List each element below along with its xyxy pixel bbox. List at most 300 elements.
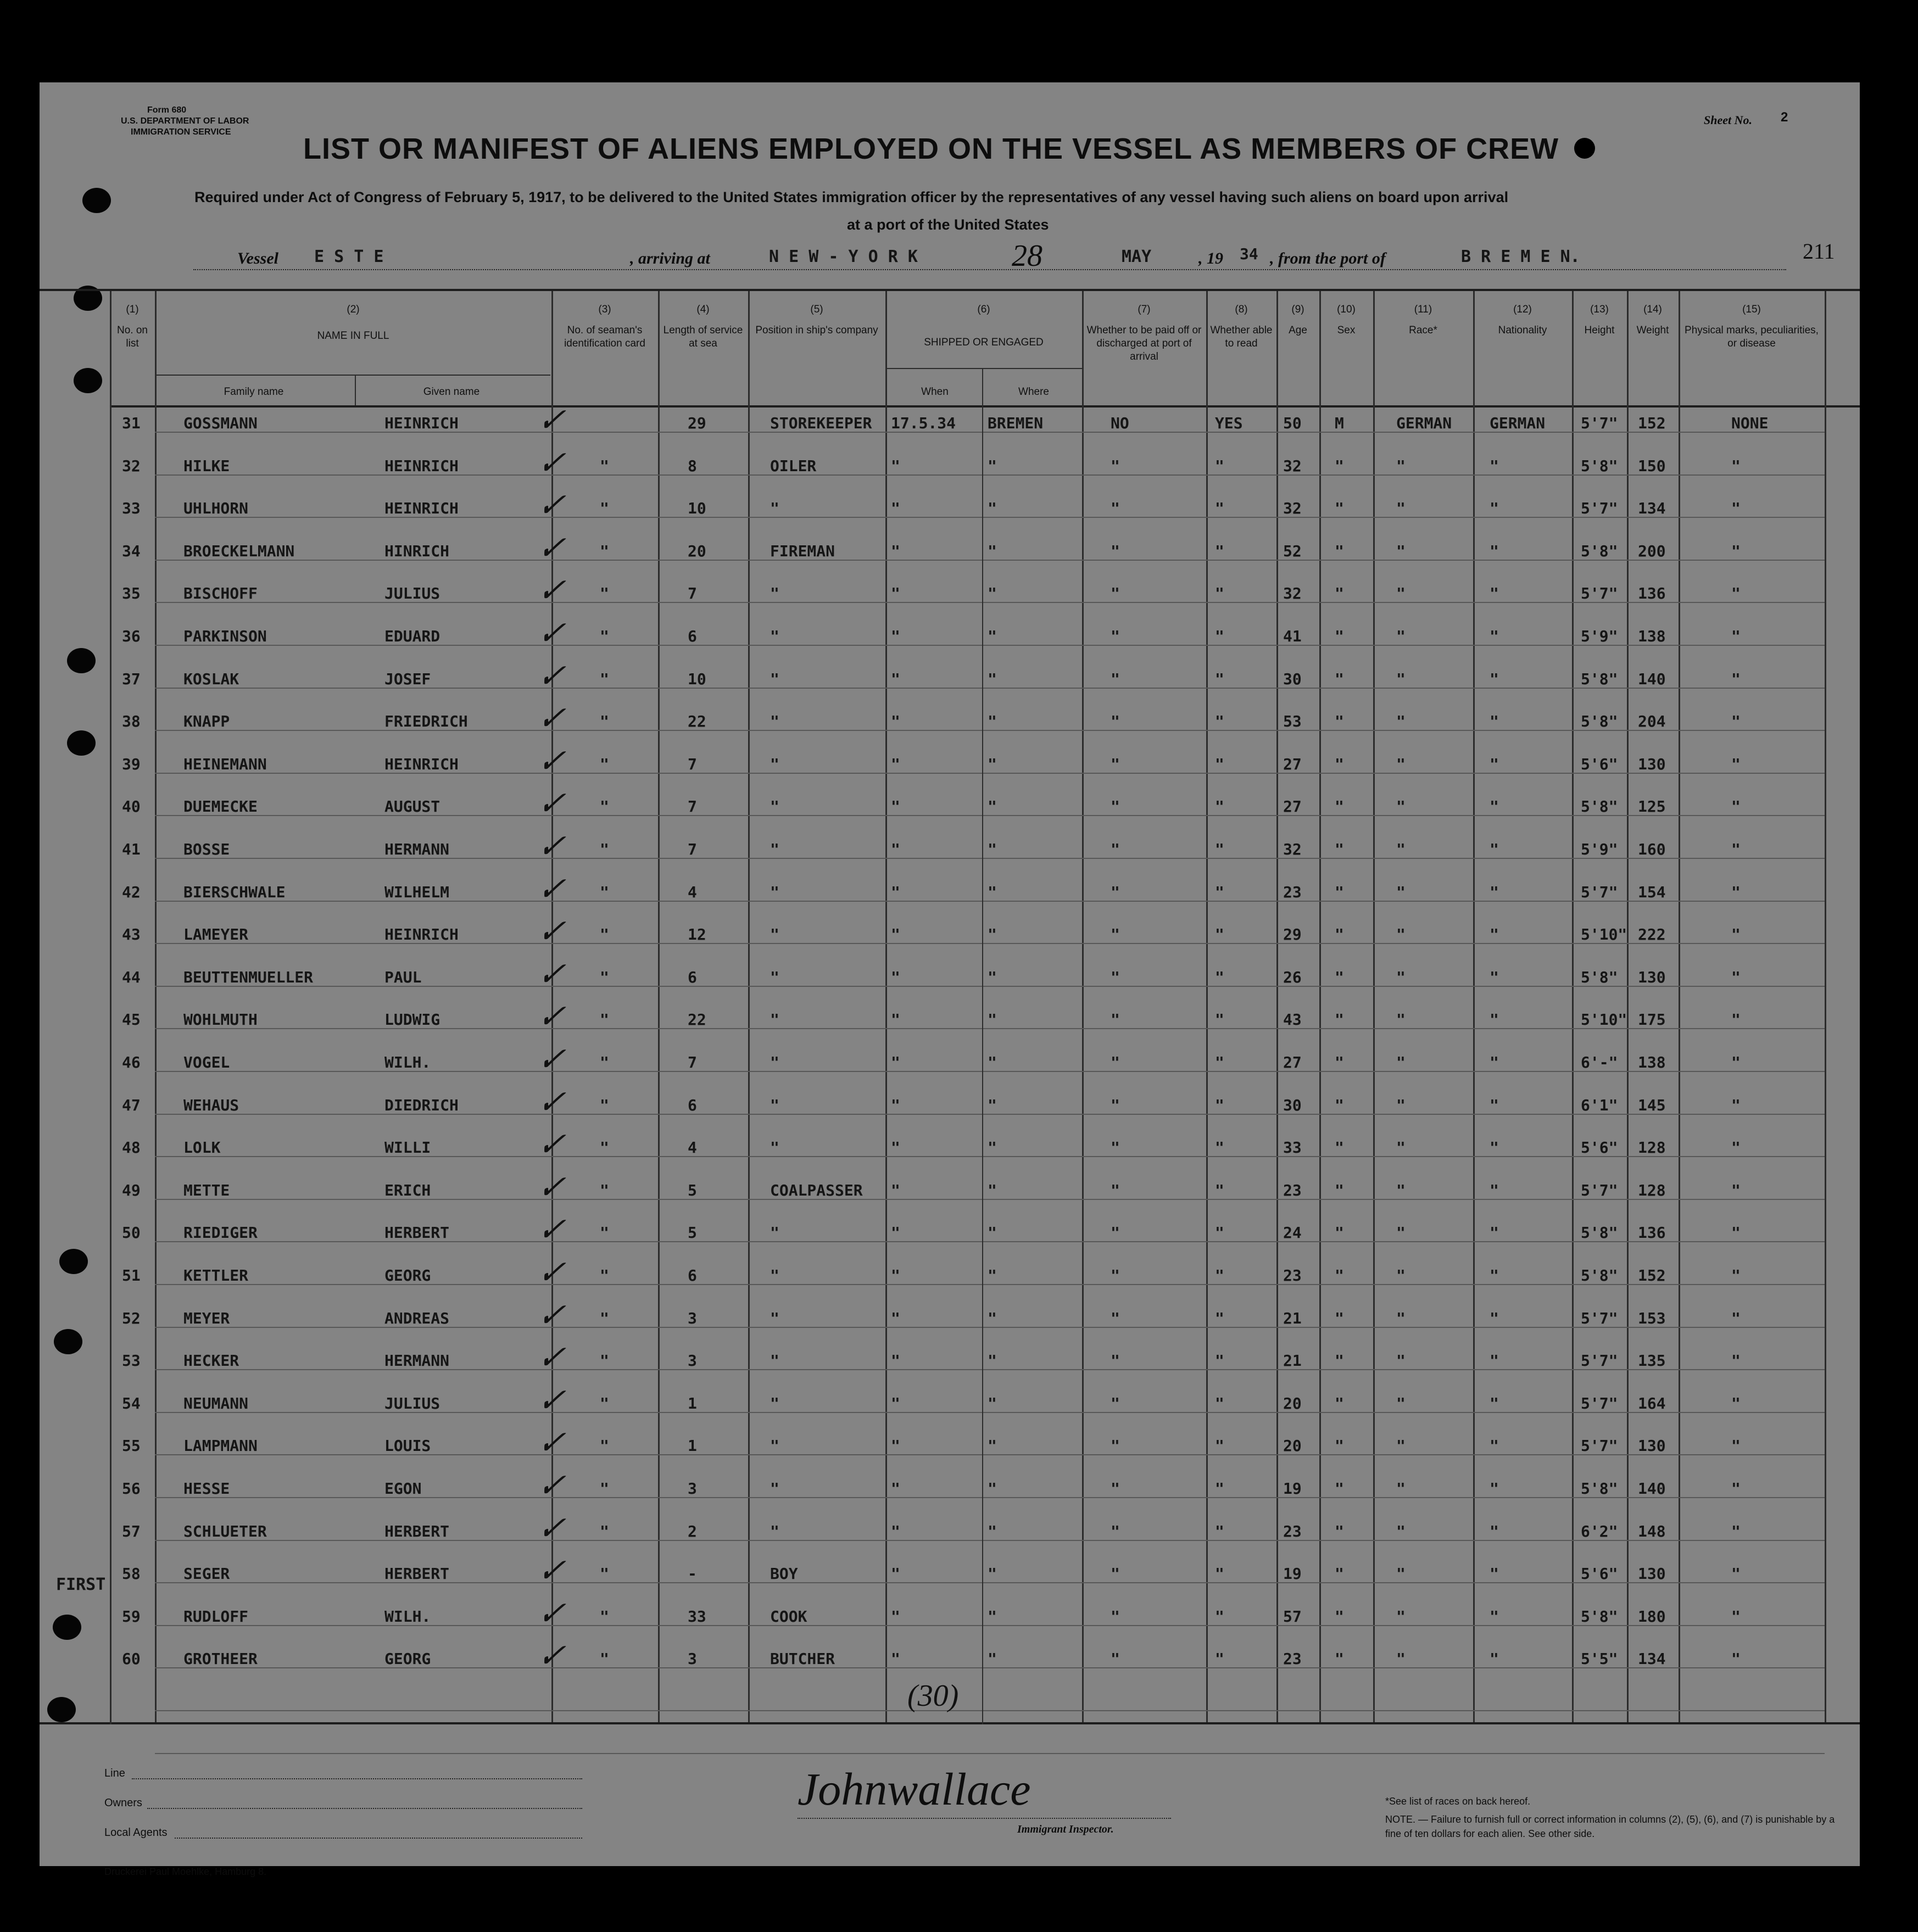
cell-race: " xyxy=(1396,1394,1406,1412)
cell-nat: " xyxy=(1490,1224,1499,1242)
cell-height: 5'7" xyxy=(1581,1181,1618,1199)
vessel-line xyxy=(193,239,1786,273)
cell-where: " xyxy=(988,1224,997,1242)
cell-age: 50 xyxy=(1283,414,1302,432)
cell-service: 22 xyxy=(688,712,706,731)
footer-owners-field xyxy=(147,1808,582,1809)
cell-nat: " xyxy=(1490,456,1499,475)
cell-read: YES xyxy=(1215,414,1243,432)
cell-height: 6'1" xyxy=(1581,1096,1618,1114)
cell-nat: " xyxy=(1490,1266,1499,1285)
cell-age: 43 xyxy=(1283,1010,1302,1029)
cell-card: " xyxy=(600,1224,609,1242)
cell-given: HERBERT xyxy=(384,1224,450,1242)
cell-paid: " xyxy=(1111,1522,1120,1540)
cell-when: " xyxy=(891,712,900,731)
cell-when: " xyxy=(891,925,900,944)
cell-race: " xyxy=(1396,499,1406,518)
cell-marks: " xyxy=(1731,1010,1741,1029)
cell-race: " xyxy=(1396,883,1406,901)
cell-family: BROECKELMANN xyxy=(183,541,295,560)
cell-nat: " xyxy=(1490,925,1499,944)
cell-height: 6'-" xyxy=(1581,1053,1618,1071)
cell-marks: " xyxy=(1731,627,1741,645)
arrival-day: 28 xyxy=(1012,239,1042,273)
cell-weight: 160 xyxy=(1638,840,1666,858)
cell-read: " xyxy=(1215,499,1224,518)
cell-when: " xyxy=(891,669,900,688)
cell-paid: " xyxy=(1111,1309,1120,1327)
column-number: (13) xyxy=(1590,304,1609,315)
arrival-month: MAY xyxy=(1122,247,1152,266)
cell-where: " xyxy=(988,797,997,816)
cell-no: 53 xyxy=(122,1352,141,1370)
cell-race: " xyxy=(1396,584,1406,603)
cell-service: 7 xyxy=(688,840,697,858)
cell-position: " xyxy=(770,499,779,518)
cell-service: 6 xyxy=(688,627,697,645)
cell-sex: " xyxy=(1335,1309,1344,1327)
cell-service: 10 xyxy=(688,499,706,518)
cell-read: " xyxy=(1215,1607,1224,1626)
shipped-subhead-divider xyxy=(885,368,1082,369)
cell-paid: " xyxy=(1111,1394,1120,1412)
cell-where: " xyxy=(988,925,997,944)
cell-when: " xyxy=(891,1522,900,1540)
cell-position: " xyxy=(770,1479,779,1498)
cell-when: " xyxy=(891,1053,900,1071)
row-rule xyxy=(155,1710,1825,1711)
cell-weight: 152 xyxy=(1638,1266,1666,1285)
cell-height: 5'8" xyxy=(1581,669,1618,688)
manifest-sheet xyxy=(40,82,1860,1877)
cell-age: 27 xyxy=(1283,1053,1302,1071)
cell-race: " xyxy=(1396,1224,1406,1242)
cell-when: " xyxy=(891,755,900,773)
cell-service: 29 xyxy=(688,414,706,432)
checkmark-icon: ✓ xyxy=(533,614,576,652)
cell-paid: " xyxy=(1111,1181,1120,1199)
cell-service: 7 xyxy=(688,797,697,816)
cell-height: 5'8" xyxy=(1581,968,1618,986)
cell-age: 57 xyxy=(1283,1607,1302,1626)
cell-weight: 136 xyxy=(1638,584,1666,603)
cell-no: 38 xyxy=(122,712,141,731)
cell-weight: 145 xyxy=(1638,1096,1666,1114)
cell-weight: 134 xyxy=(1638,1650,1666,1668)
cell-read: " xyxy=(1215,1437,1224,1455)
cell-service: 1 xyxy=(688,1394,697,1412)
checkmark-icon: ✓ xyxy=(533,1551,576,1590)
cell-position: COOK xyxy=(770,1607,807,1626)
cell-given: HINRICH xyxy=(384,541,450,560)
column-number: (5) xyxy=(810,304,823,315)
inspector-signature-line xyxy=(798,1818,1171,1819)
cell-weight: 154 xyxy=(1638,883,1666,901)
footer-agents-label: Local Agents xyxy=(104,1827,168,1839)
cell-nat: " xyxy=(1490,1565,1499,1583)
cell-card: " xyxy=(600,840,609,858)
cell-position: " xyxy=(770,797,779,816)
cell-race: " xyxy=(1396,840,1406,858)
cell-height: 5'8" xyxy=(1581,1607,1618,1626)
cell-marks: " xyxy=(1731,1138,1741,1157)
cell-no: 51 xyxy=(122,1266,141,1285)
cell-sex: " xyxy=(1335,1650,1344,1668)
cell-when: 17.5.34 xyxy=(891,414,956,432)
inspector-label: Immigrant Inspector. xyxy=(1017,1823,1114,1835)
cell-where: " xyxy=(988,755,997,773)
cell-where: " xyxy=(988,840,997,858)
cell-nat: " xyxy=(1490,499,1499,518)
cell-position: BUTCHER xyxy=(770,1650,835,1668)
cell-given: HEINRICH xyxy=(384,499,459,518)
cell-service: 1 xyxy=(688,1437,697,1455)
cell-position: " xyxy=(770,840,779,858)
cell-paid: " xyxy=(1111,840,1120,858)
checkmark-icon: ✓ xyxy=(533,1423,576,1462)
cell-when: " xyxy=(891,1565,900,1583)
cell-height: 5'7" xyxy=(1581,1352,1618,1370)
cell-age: 29 xyxy=(1283,925,1302,944)
cell-family: WOHLMUTH xyxy=(183,1010,258,1029)
cell-height: 5'6" xyxy=(1581,1565,1618,1583)
cell-weight: 153 xyxy=(1638,1309,1666,1327)
cell-sex: " xyxy=(1335,1352,1344,1370)
cell-marks: " xyxy=(1731,669,1741,688)
cell-family: RUDLOFF xyxy=(183,1607,249,1626)
cell-card: " xyxy=(600,1266,609,1285)
cell-marks: " xyxy=(1731,797,1741,816)
cell-where: " xyxy=(988,1053,997,1071)
cell-card: " xyxy=(600,1053,609,1071)
column-label: NAME IN FULL xyxy=(317,330,389,342)
cell-when: " xyxy=(891,1010,900,1029)
arrival-port: N E W - Y O R K xyxy=(769,247,918,266)
cell-service: 33 xyxy=(688,1607,706,1626)
cell-race: " xyxy=(1396,968,1406,986)
cell-height: 5'5" xyxy=(1581,1650,1618,1668)
checkmark-icon: ✓ xyxy=(533,1466,576,1505)
cell-service: 7 xyxy=(688,755,697,773)
cell-where: " xyxy=(988,1437,997,1455)
cell-read: " xyxy=(1215,755,1224,773)
cell-marks: " xyxy=(1731,1522,1741,1540)
cell-when: " xyxy=(891,1138,900,1157)
cell-marks: " xyxy=(1731,712,1741,731)
cell-weight: 135 xyxy=(1638,1352,1666,1370)
cell-read: " xyxy=(1215,712,1224,731)
cell-no: 36 xyxy=(122,627,141,645)
column-label: Whether to be paid off or discharged at port of arrival xyxy=(1086,325,1202,362)
cell-sex: " xyxy=(1335,1138,1344,1157)
cell-marks: " xyxy=(1731,1181,1741,1199)
cell-read: " xyxy=(1215,883,1224,901)
cell-where: " xyxy=(988,499,997,518)
cell-nat: " xyxy=(1490,1437,1499,1455)
table-row xyxy=(40,699,1860,752)
cell-read: " xyxy=(1215,1522,1224,1540)
cell-race: GERMAN xyxy=(1396,414,1452,432)
cell-service: 4 xyxy=(688,883,697,901)
cell-paid: " xyxy=(1111,456,1120,475)
cell-race: " xyxy=(1396,669,1406,688)
cell-age: 32 xyxy=(1283,840,1302,858)
cell-sex: " xyxy=(1335,797,1344,816)
printer-credit: Druckerei Paul Moehlke, Hamburg 8. xyxy=(104,1866,267,1877)
cell-age: 23 xyxy=(1283,1266,1302,1285)
cell-card: " xyxy=(600,1309,609,1327)
table-row xyxy=(40,443,1860,496)
cell-card: " xyxy=(600,1394,609,1412)
checkmark-icon: ✓ xyxy=(533,741,576,780)
cell-race: " xyxy=(1396,1138,1406,1157)
cell-when: " xyxy=(891,627,900,645)
department-name: U.S. DEPARTMENT OF LABOR xyxy=(121,116,249,126)
cell-no: 56 xyxy=(122,1479,141,1498)
cell-card: " xyxy=(600,1437,609,1455)
table-row xyxy=(40,1040,1860,1093)
cell-no: 44 xyxy=(122,968,141,986)
cell-paid: " xyxy=(1111,1266,1120,1285)
table-row xyxy=(40,912,1860,965)
cell-age: 27 xyxy=(1283,797,1302,816)
cell-position: " xyxy=(770,1096,779,1114)
cell-height: 5'8" xyxy=(1581,1266,1618,1285)
checkmark-icon: ✓ xyxy=(533,486,576,525)
column-label: Whether able to read xyxy=(1210,325,1273,349)
checkmark-icon: ✓ xyxy=(533,1296,576,1334)
cell-height: 5'8" xyxy=(1581,1224,1618,1242)
table-row xyxy=(40,1296,1860,1349)
cell-paid: " xyxy=(1111,499,1120,518)
cell-no: 48 xyxy=(122,1138,141,1157)
cell-marks: " xyxy=(1731,1607,1741,1626)
table-row xyxy=(40,954,1860,1008)
cell-given: EDUARD xyxy=(384,627,441,645)
cell-race: " xyxy=(1396,1437,1406,1455)
cell-weight: 180 xyxy=(1638,1607,1666,1626)
cell-when: " xyxy=(891,1479,900,1498)
cell-paid: " xyxy=(1111,1437,1120,1455)
cell-family: BEUTTENMUELLER xyxy=(183,968,314,986)
page-title-text: LIST OR MANIFEST OF ALIENS EMPLOYED ON THE VESSEL AS MEMBERS OF CREW xyxy=(303,132,1559,165)
cell-race: " xyxy=(1396,1309,1406,1327)
table-row xyxy=(40,1210,1860,1263)
cell-race: " xyxy=(1396,1352,1406,1370)
cell-when: " xyxy=(891,797,900,816)
cell-nat: " xyxy=(1490,1096,1499,1114)
checkmark-icon: ✓ xyxy=(533,954,576,993)
cell-when: " xyxy=(891,1181,900,1199)
column-label: Height xyxy=(1584,325,1615,336)
cell-height: 5'8" xyxy=(1581,1479,1618,1498)
cell-sex: " xyxy=(1335,883,1344,901)
cell-given: HEINRICH xyxy=(384,414,459,432)
cell-age: 24 xyxy=(1283,1224,1302,1242)
cell-race: " xyxy=(1396,755,1406,773)
cell-paid: " xyxy=(1111,669,1120,688)
cell-where: " xyxy=(988,1309,997,1327)
cell-where: " xyxy=(988,968,997,986)
cell-family: METTE xyxy=(183,1181,230,1199)
cell-card: " xyxy=(600,712,609,731)
cell-where: " xyxy=(988,1565,997,1583)
column-number: (14) xyxy=(1643,304,1662,315)
cell-race: " xyxy=(1396,627,1406,645)
cell-family: DUEMECKE xyxy=(183,797,258,816)
cell-service: 22 xyxy=(688,1010,706,1029)
cell-weight: 200 xyxy=(1638,541,1666,560)
cell-no: 47 xyxy=(122,1096,141,1114)
cell-read: " xyxy=(1215,456,1224,475)
cell-given: LUDWIG xyxy=(384,1010,441,1029)
cell-no: 45 xyxy=(122,1010,141,1029)
cell-age: 41 xyxy=(1283,627,1302,645)
cell-sex: " xyxy=(1335,541,1344,560)
penalty-note: NOTE. — Failure to furnish full or correct information in columns (2), (5), (6), and (7) is punishable by a fine of ten dollars for each alien. See other side. xyxy=(1385,1814,1835,1839)
cell-position: " xyxy=(770,1224,779,1242)
cell-marks: " xyxy=(1731,925,1741,944)
table-row xyxy=(40,486,1860,539)
subhead-given-name: Given name xyxy=(423,386,480,398)
checkmark-icon: ✓ xyxy=(533,869,576,908)
cell-given: EGON xyxy=(384,1479,422,1498)
page-number: 211 xyxy=(1803,239,1835,264)
cell-card: " xyxy=(600,1010,609,1029)
cell-card: " xyxy=(600,755,609,773)
cell-family: KNAPP xyxy=(183,712,230,731)
checkmark-icon: ✓ xyxy=(533,1509,576,1548)
cell-sex: " xyxy=(1335,1181,1344,1199)
cell-card: " xyxy=(600,541,609,560)
cell-family: MEYER xyxy=(183,1309,230,1327)
cell-where: " xyxy=(988,627,997,645)
cell-service: 3 xyxy=(688,1352,697,1370)
checkmark-icon: ✓ xyxy=(533,1338,576,1377)
cell-no: 49 xyxy=(122,1181,141,1199)
cell-where: " xyxy=(988,883,997,901)
cell-service: 20 xyxy=(688,541,706,560)
cell-given: HEINRICH xyxy=(384,925,459,944)
cell-read: " xyxy=(1215,627,1224,645)
cell-marks: " xyxy=(1731,1352,1741,1370)
checkmark-icon: ✓ xyxy=(533,1125,576,1164)
cell-marks: " xyxy=(1731,1650,1741,1668)
cell-race: " xyxy=(1396,1010,1406,1029)
column-label: Weight xyxy=(1636,325,1669,336)
column-number: (12) xyxy=(1513,304,1532,315)
cell-service: 2 xyxy=(688,1522,697,1540)
cell-no: 55 xyxy=(122,1437,141,1455)
cell-family: VOGEL xyxy=(183,1053,230,1071)
cell-marks: " xyxy=(1731,1266,1741,1285)
cell-weight: 138 xyxy=(1638,627,1666,645)
column-number: (15) xyxy=(1742,304,1761,315)
cell-family: KETTLER xyxy=(183,1266,249,1285)
cell-height: 5'10" xyxy=(1581,925,1627,944)
cell-read: " xyxy=(1215,1138,1224,1157)
table-row xyxy=(40,827,1860,880)
cell-marks: NONE xyxy=(1731,414,1769,432)
cell-card: " xyxy=(600,1479,609,1498)
cell-card: " xyxy=(600,1352,609,1370)
cell-card: " xyxy=(600,669,609,688)
cell-age: 23 xyxy=(1283,1522,1302,1540)
table-row xyxy=(40,1423,1860,1476)
total-count xyxy=(907,1678,958,1713)
cell-nat: " xyxy=(1490,1010,1499,1029)
cell-no: 58 xyxy=(122,1565,141,1583)
cell-nat: " xyxy=(1490,1053,1499,1071)
column-label: Sex xyxy=(1337,325,1356,336)
departure-port: B R E M E N. xyxy=(1461,247,1580,266)
cell-no: 52 xyxy=(122,1309,141,1327)
cell-marks: " xyxy=(1731,755,1741,773)
cell-height: 5'7" xyxy=(1581,883,1618,901)
cell-when: " xyxy=(891,584,900,603)
cell-nat: " xyxy=(1490,1394,1499,1412)
cell-marks: " xyxy=(1731,1565,1741,1583)
cell-no: 59 xyxy=(122,1607,141,1626)
table-top-border xyxy=(40,289,1860,291)
cell-paid: " xyxy=(1111,541,1120,560)
cell-where: " xyxy=(988,1181,997,1199)
cell-service: 3 xyxy=(688,1479,697,1498)
cell-height: 5'7" xyxy=(1581,499,1618,518)
table-row xyxy=(40,1551,1860,1604)
table-row xyxy=(40,571,1860,624)
cell-when: " xyxy=(891,1394,900,1412)
cell-marks: " xyxy=(1731,584,1741,603)
table-row xyxy=(40,1253,1860,1306)
sheet-no-label: Sheet No. xyxy=(1704,113,1752,127)
cell-nat: " xyxy=(1490,1650,1499,1668)
cell-marks: " xyxy=(1731,968,1741,986)
cell-read: " xyxy=(1215,840,1224,858)
cell-given: DIEDRICH xyxy=(384,1096,459,1114)
cell-read: " xyxy=(1215,1394,1224,1412)
checkmark-icon: ✓ xyxy=(533,443,576,482)
cell-no: 60 xyxy=(122,1650,141,1668)
cell-race: " xyxy=(1396,1053,1406,1071)
column-label: Length of service at sea xyxy=(663,325,743,349)
cell-nat: " xyxy=(1490,1138,1499,1157)
checkmark-icon: ✓ xyxy=(533,1210,576,1249)
cell-family: HILKE xyxy=(183,456,230,475)
cell-card: " xyxy=(600,1607,609,1626)
table-row xyxy=(40,1125,1860,1178)
name-subhead-divider xyxy=(155,375,550,376)
cell-read: " xyxy=(1215,797,1224,816)
cell-nat: " xyxy=(1490,883,1499,901)
footer-line-label: Line xyxy=(104,1767,125,1779)
cell-age: 30 xyxy=(1283,669,1302,688)
column-label: Race* xyxy=(1409,325,1437,336)
cell-service: 5 xyxy=(688,1224,697,1242)
cell-height: 5'7" xyxy=(1581,1309,1618,1327)
cell-read: " xyxy=(1215,1309,1224,1327)
cell-service: 4 xyxy=(688,1138,697,1157)
cell-paid: " xyxy=(1111,1138,1120,1157)
cell-position: " xyxy=(770,1010,779,1029)
cell-service: 3 xyxy=(688,1650,697,1668)
cell-given: ANDREAS xyxy=(384,1309,450,1327)
header-bottom-border xyxy=(110,405,1860,407)
cell-marks: " xyxy=(1731,499,1741,518)
cell-position: " xyxy=(770,1437,779,1455)
cell-race: " xyxy=(1396,1479,1406,1498)
